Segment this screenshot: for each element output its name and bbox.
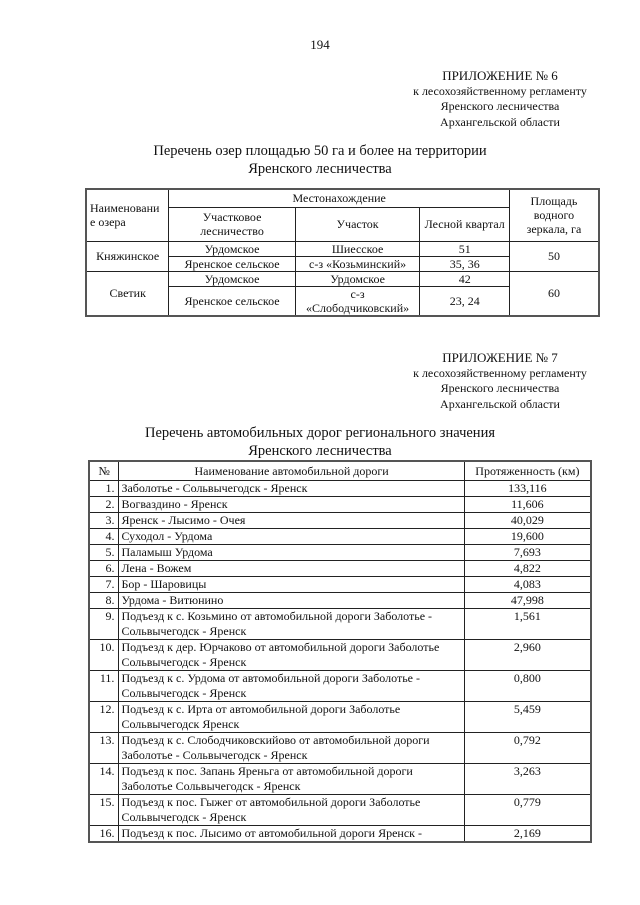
road-name: Подъезд к пос. Запань Яреньга от автомобильной дороги Заболотье Сольвычегодск - Яренск [119, 764, 464, 795]
road-length: 4,822 [464, 561, 591, 577]
row-number: 3. [89, 513, 119, 529]
table-row [89, 671, 591, 702]
table-row [89, 795, 591, 826]
row-number: 5. [89, 545, 119, 561]
appendix-line: Яренского лесничества [440, 99, 560, 113]
page-number: 194 [310, 37, 330, 52]
appendix-line: Архангельской области [440, 396, 560, 411]
header-quarter: Лесной квартал [420, 207, 509, 241]
table-row [89, 497, 591, 513]
road-length: 2,169 [464, 826, 591, 843]
appendix-7-header [395, 350, 605, 412]
site: Шиесское [295, 241, 420, 256]
appendix-line: Архангельской области [440, 114, 560, 129]
row-number: 10. [89, 640, 119, 671]
table-row [89, 481, 591, 497]
table-row [89, 702, 591, 733]
table-row [89, 764, 591, 795]
header-length: Протяженность (км) [464, 461, 591, 481]
header-area: Площадь водного зеркала, га [509, 189, 599, 241]
header-num: № [89, 461, 119, 481]
road-length: 7,693 [464, 545, 591, 561]
quarter: 23, 24 [420, 286, 509, 316]
row-number: 11. [89, 671, 119, 702]
road-name: Подъезд к с. Слободчиковскийово от автомобильной дороги Заболотье - Сольвычегодск - Яренск [119, 733, 464, 764]
road-length: 4,083 [464, 577, 591, 593]
lake-name: Светик [86, 271, 169, 316]
road-length: 1,561 [464, 609, 591, 640]
row-number: 15. [89, 795, 119, 826]
lakes-title [0, 142, 640, 178]
road-name: Подъезд к дер. Юрчаково от автомобильной дороги Заболотье Сольвычегодск - Яренск [119, 640, 464, 671]
area: 60 [509, 271, 599, 316]
table-row [89, 529, 591, 545]
row-number: 9. [89, 609, 119, 640]
table-row [89, 609, 591, 640]
district: Яренское сельское [169, 256, 295, 271]
row-number: 7. [89, 577, 119, 593]
header-name: Наименование автомобильной дороги [119, 461, 464, 481]
road-length: 11,606 [464, 497, 591, 513]
table-row [89, 733, 591, 764]
road-length: 5,459 [464, 702, 591, 733]
road-name: Суходол - Урдома [119, 529, 464, 545]
row-number: 6. [89, 561, 119, 577]
row-number: 1. [89, 481, 119, 497]
road-name: Паламыш Урдома [119, 545, 464, 561]
lakes-table [85, 188, 600, 317]
header-location: Местонахождение [169, 189, 510, 207]
site: с-з «Слободчиковский» [295, 286, 420, 316]
road-length: 2,960 [464, 640, 591, 671]
title-line: Яренского лесничества [248, 161, 392, 177]
road-length: 0,800 [464, 671, 591, 702]
road-name: Урдома - Витюнино [119, 593, 464, 609]
row-number: 8. [89, 593, 119, 609]
road-length: 0,779 [464, 795, 591, 826]
row-number: 12. [89, 702, 119, 733]
road-name: Яренск - Лысимо - Очея [119, 513, 464, 529]
road-length: 3,263 [464, 764, 591, 795]
table-row [89, 640, 591, 671]
row-number: 4. [89, 529, 119, 545]
road-name: Подъезд к с. Ирта от автомобильной дороги Заболотье Сольвычегодск Яренск [119, 702, 464, 733]
table-row [89, 593, 591, 609]
appendix-line: ПРИЛОЖЕНИЕ № 7 [442, 350, 558, 365]
road-length: 0,792 [464, 733, 591, 764]
header-district: Участковое лесничество [169, 207, 295, 241]
quarter: 51 [420, 241, 509, 256]
header-site: Участок [295, 207, 420, 241]
site: с-з «Козьминский» [295, 256, 420, 271]
appendix-line: Яренского лесничества [440, 381, 560, 395]
table-row [89, 545, 591, 561]
area: 50 [509, 241, 599, 271]
table-row [86, 271, 599, 286]
appendix-line: к лесохозяйственному регламенту [413, 83, 587, 98]
roads-title [0, 424, 640, 460]
appendix-6-header [395, 68, 605, 130]
road-name: Подъезд к с. Урдома от автомобильной дороги Заболотье - Сольвычегодск - Яренск [119, 671, 464, 702]
road-length: 133,116 [464, 481, 591, 497]
table-row [89, 513, 591, 529]
site: Урдомское [295, 271, 420, 286]
quarter: 35, 36 [420, 256, 509, 271]
district: Урдомское [169, 271, 295, 286]
road-name: Подъезд к пос. Гыжег от автомобильной дороги Заболотье Сольвычегодск - Яренск [119, 795, 464, 826]
roads-table [88, 460, 592, 843]
district: Урдомское [169, 241, 295, 256]
road-name: Бор - Шаровицы [119, 577, 464, 593]
quarter: 42 [420, 271, 509, 286]
table-row [89, 577, 591, 593]
road-length: 40,029 [464, 513, 591, 529]
table-row [86, 241, 599, 256]
title-line: Перечень озер площадью 50 га и более на территории [153, 143, 487, 159]
road-name: Заболотье - Сольвычегодск - Яренск [119, 481, 464, 497]
road-length: 19,600 [464, 529, 591, 545]
title-line: Яренского лесничества [248, 443, 392, 459]
header-name: Наименовани е озера [86, 189, 169, 241]
lake-name: Княжинское [86, 241, 169, 271]
row-number: 16. [89, 826, 119, 843]
appendix-line: к лесохозяйственному регламенту [413, 365, 587, 380]
road-name: Вогваздино - Яренск [119, 497, 464, 513]
title-line: Перечень автомобильных дорог регионального значения [144, 425, 496, 441]
table-row [89, 561, 591, 577]
appendix-line: ПРИЛОЖЕНИЕ № 6 [442, 68, 558, 83]
road-length: 47,998 [464, 593, 591, 609]
row-number: 2. [89, 497, 119, 513]
district: Яренское сельское [169, 286, 295, 316]
row-number: 13. [89, 733, 119, 764]
road-name: Подъезд к с. Козьмино от автомобильной дороги Заболотье - Сольвычегодск - Яренск [119, 609, 464, 640]
table-row [89, 826, 591, 843]
road-name: Лена - Вожем [119, 561, 464, 577]
road-name: Подъезд к пос. Лысимо от автомобильной дороги Яренск - [119, 826, 464, 843]
row-number: 14. [89, 764, 119, 795]
